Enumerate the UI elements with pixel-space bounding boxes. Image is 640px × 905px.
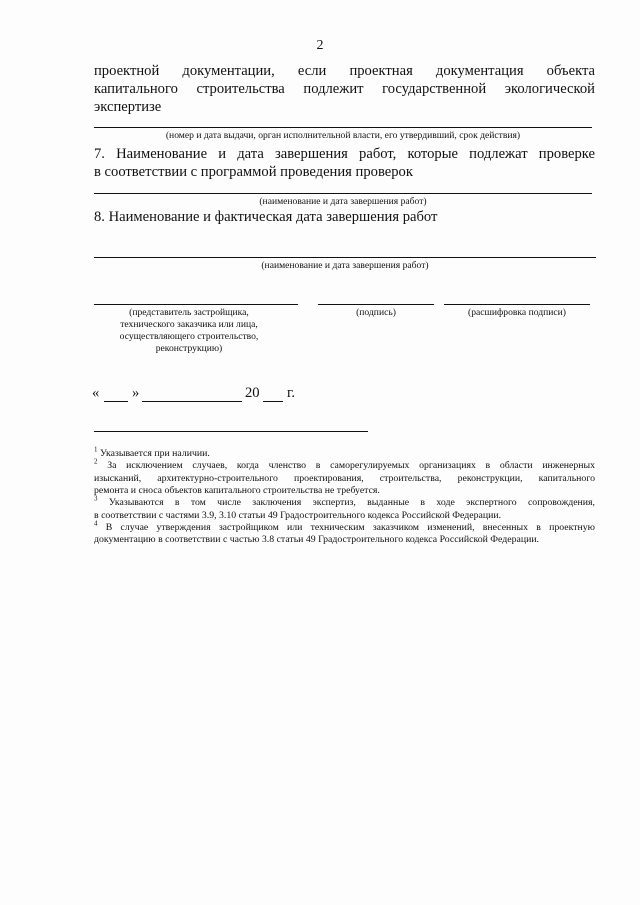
footnote-3-line-2: в соответствии с частями 3.9, 3.10 статьи 49 Градостроительного кодекса Российской Федерации. bbox=[94, 510, 502, 521]
page-number: 2 bbox=[316, 38, 324, 53]
item7-line-2: в соответствии с программой проведения проверок bbox=[94, 164, 413, 180]
footnote-2-text-1: За исключением случаев, когда членство в саморегулируемых организациях в области инженерных bbox=[107, 460, 596, 471]
signature-rep-label bbox=[94, 307, 284, 355]
footnote-4-line-1 bbox=[94, 519, 595, 534]
decryption-label: (расшифровка подписи) bbox=[468, 307, 566, 318]
footnote-3-text-1: Указываются в том числе заключения экспертиз, выданные в ходе экспертного сопровождения, bbox=[108, 497, 595, 508]
decryption-line bbox=[444, 304, 590, 305]
date-day-line bbox=[104, 401, 128, 402]
rep-label-line-3: осуществляющего строительство, bbox=[119, 331, 259, 342]
item8-line-1: 8. Наименование и фактическая дата завершения работ bbox=[94, 209, 438, 225]
footnote-4-text-1: В случае утверждения застройщиком или техническим заказчиком изменений, внесенных в проектную bbox=[105, 522, 595, 533]
caption-conclusion: (номер и дата выдачи, орган исполнительной власти, его утвердивший, срок действия) bbox=[165, 130, 521, 141]
signature-label: (подпись) bbox=[356, 307, 396, 318]
footnote-1-number: 1 bbox=[94, 445, 98, 454]
footnote-separator bbox=[94, 431, 368, 432]
footnote-1-text: Указывается при наличии. bbox=[99, 448, 210, 459]
footnote-2-line-2: изысканий, архитектурно-строительного проектирования, строительства, реконструкции, капитального bbox=[94, 473, 595, 484]
footnote-4-number: 4 bbox=[94, 519, 98, 528]
intro-line-3: экспертизе bbox=[94, 99, 162, 115]
footnote-2-number: 2 bbox=[94, 457, 98, 466]
footnote-3-number: 3 bbox=[94, 494, 98, 503]
date-open-quote: « bbox=[92, 385, 100, 401]
rep-label-line-2: технического заказчика или лица, bbox=[120, 319, 258, 330]
date-year-prefix: 20 bbox=[245, 385, 260, 401]
date-year-suffix: г. bbox=[287, 385, 295, 401]
footnote-3-line-1 bbox=[94, 494, 595, 509]
blank-line-conclusion bbox=[94, 127, 592, 128]
footnote-2-line-3: ремонта и сноса объектов капитального строительства не требуется. bbox=[94, 485, 380, 496]
blank-line-item7 bbox=[94, 193, 592, 194]
intro-line-2: капитального строительства подлежит государственной экологической bbox=[94, 81, 595, 97]
date-month-line bbox=[142, 401, 242, 402]
footnote-4-line-2: документацию в соответствии с частью 3.8 статьи 49 Градостроительного кодекса Российской Федерации. bbox=[94, 534, 540, 545]
rep-label-line-1: (представитель застройщика, bbox=[129, 307, 249, 318]
date-year-line bbox=[263, 401, 283, 402]
blank-line-item8 bbox=[94, 257, 596, 258]
signature-rep-line bbox=[94, 304, 298, 305]
caption-item8: (наименование и дата завершения работ) bbox=[261, 260, 429, 271]
caption-item7: (наименование и дата завершения работ) bbox=[259, 196, 427, 207]
intro-line-1: проектной документации, если проектная документация объекта bbox=[94, 63, 595, 79]
signature-line bbox=[318, 304, 434, 305]
footnote-2-line-1 bbox=[94, 457, 596, 472]
item7-line-1: 7. Наименование и дата завершения работ, которые подлежат проверке bbox=[94, 146, 595, 162]
date-close-quote: » bbox=[132, 385, 140, 401]
footnote-1 bbox=[94, 445, 210, 460]
rep-label-line-4: реконструкцию) bbox=[155, 343, 223, 354]
